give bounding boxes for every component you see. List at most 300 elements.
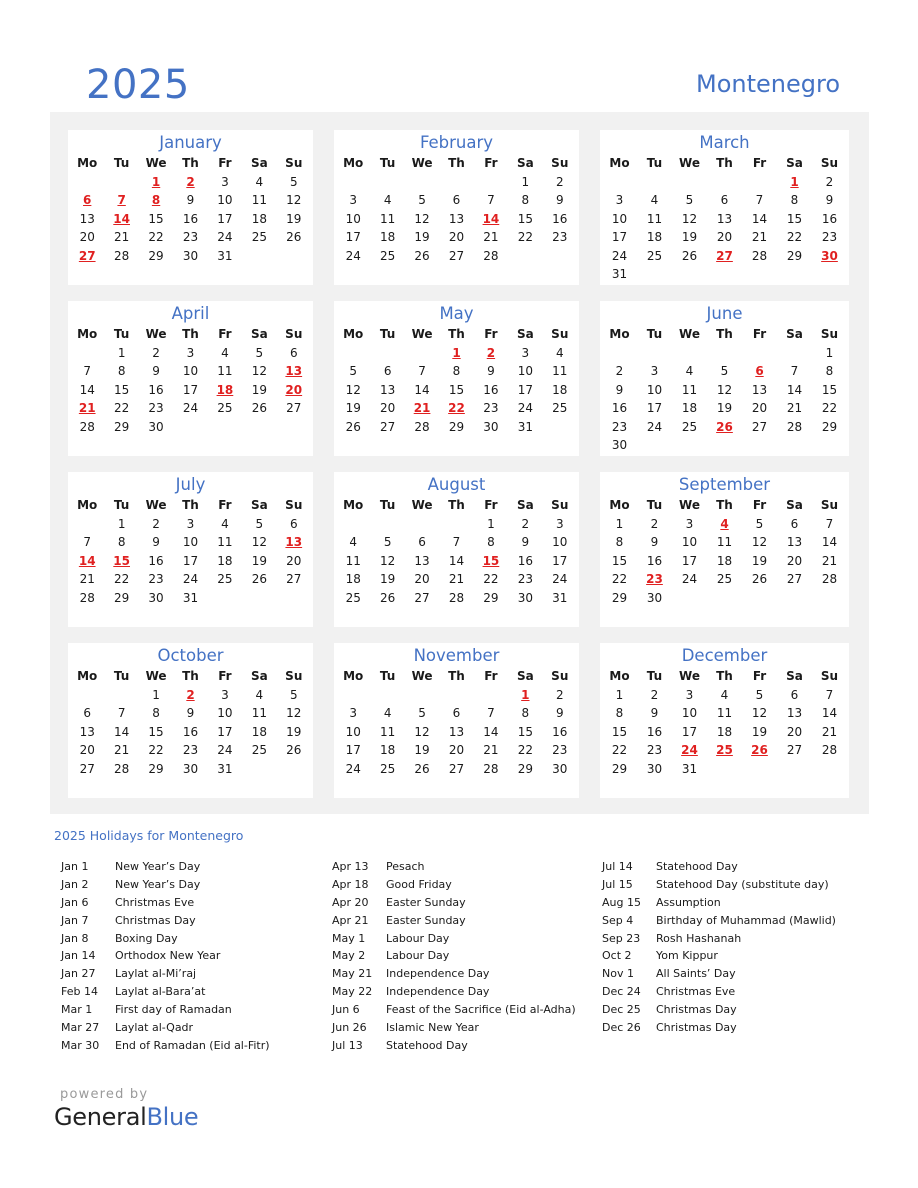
day-cell: 25 (345, 590, 361, 605)
holiday-date: Dec 26 (602, 1021, 641, 1035)
holiday-day-cell: 15 (482, 553, 500, 568)
day-cell: 7 (83, 535, 92, 550)
holiday-day-cell: 23 (646, 572, 663, 587)
day-cell: 28 (821, 743, 838, 758)
day-cell: 17 (217, 724, 233, 739)
day-cell: 9 (521, 535, 530, 550)
day-cell: 28 (113, 248, 130, 263)
day-cell: 25 (379, 761, 396, 776)
generalblue-logo[interactable] (54, 1103, 198, 1131)
weekday-header (70, 495, 311, 515)
day-cell: 29 (611, 590, 628, 605)
empty-cell (370, 344, 404, 362)
holiday-date: Apr 18 (332, 877, 369, 891)
day-cell: 31 (611, 266, 628, 281)
holiday-date: Nov 1 (602, 967, 634, 981)
week-row (336, 570, 577, 588)
day-cell: 20 (786, 724, 803, 739)
day-cell: 12 (414, 211, 430, 226)
holiday-name: First day of Ramadan (115, 1003, 232, 1017)
day-cell: 25 (217, 572, 233, 587)
holiday-day-cell: 4 (720, 517, 729, 531)
week-row (70, 686, 311, 704)
day-cell: 11 (345, 553, 361, 568)
day-cell: 27 (448, 248, 465, 263)
day-cell: 28 (751, 248, 768, 263)
month-name: February (419, 133, 494, 152)
weekday-label: Fr (484, 156, 498, 170)
weekday-label: Th (448, 669, 465, 683)
holiday-list-item (332, 1037, 576, 1055)
empty-cell (543, 418, 577, 436)
month-january (68, 130, 313, 285)
day-cell: 21 (786, 401, 803, 416)
day-cell: 27 (786, 743, 803, 758)
day-cell: 11 (716, 706, 733, 721)
holiday-day-cell: 20 (285, 382, 303, 397)
holiday-name: Independence Day (386, 967, 490, 981)
holiday-day-cell: 14 (482, 211, 500, 226)
day-cell: 29 (448, 419, 465, 434)
holiday-list-item (332, 983, 576, 1001)
weekday-label: Th (716, 327, 733, 341)
week-row (70, 704, 311, 722)
empty-cell (336, 515, 370, 533)
day-cell: 9 (487, 364, 495, 379)
empty-cell (104, 173, 138, 191)
week-row (336, 418, 577, 436)
day-cell: 5 (383, 535, 392, 550)
day-cell: 29 (148, 761, 164, 776)
week-row (602, 515, 847, 533)
day-cell: 25 (251, 743, 267, 758)
empty-cell (777, 265, 812, 283)
day-cell: 14 (79, 382, 95, 397)
day-cell: 5 (685, 193, 694, 208)
week-row (336, 247, 577, 265)
weekday-label: Sa (516, 669, 534, 683)
day-cell: 12 (681, 211, 698, 226)
weekday-label: Tu (379, 156, 396, 170)
empty-cell (70, 344, 104, 362)
day-cell: 24 (552, 572, 568, 587)
weekday-label: Sa (516, 327, 534, 341)
day-cell: 12 (379, 553, 396, 568)
day-cell: 10 (217, 706, 233, 721)
day-cell: 12 (251, 364, 267, 379)
day-cell: 16 (148, 553, 164, 568)
day-cell: 25 (646, 248, 663, 263)
day-cell: 10 (217, 193, 233, 208)
weekday-label: Tu (113, 669, 130, 683)
day-cell: 6 (452, 193, 461, 208)
holiday-list-item (61, 983, 270, 1001)
month-august (334, 472, 579, 627)
day-cell: 2 (555, 175, 564, 189)
holiday-list-item (332, 912, 576, 930)
holiday-date: Sep 4 (602, 913, 634, 927)
weekday-label: Sa (250, 669, 268, 683)
day-cell: 7 (825, 688, 834, 702)
holiday-name: Christmas Day (656, 1003, 737, 1017)
day-cell: 30 (611, 437, 628, 452)
day-cell: 26 (251, 401, 267, 416)
day-cell: 8 (521, 706, 530, 721)
weekday-label: Fr (484, 327, 498, 341)
holiday-name: Christmas Day (115, 913, 196, 927)
week-row (70, 723, 311, 741)
week-row (70, 191, 311, 209)
day-cell: 3 (186, 346, 195, 360)
day-cell: 1 (117, 346, 126, 360)
holiday-list-item (602, 983, 836, 1001)
day-cell: 14 (113, 724, 130, 739)
weekday-label: We (679, 156, 700, 170)
holiday-date: Jan 2 (61, 877, 89, 891)
day-cell: 30 (646, 761, 663, 776)
day-cell: 10 (517, 364, 533, 379)
weekday-label: Mo (343, 498, 364, 512)
holiday-day-cell: 13 (285, 535, 303, 550)
day-cell: 26 (286, 230, 302, 245)
day-cell: 31 (517, 419, 533, 434)
month-name: May (439, 304, 474, 323)
day-cell: 28 (79, 590, 95, 605)
holiday-name: Christmas Eve (115, 895, 195, 909)
day-cell: 15 (148, 724, 164, 739)
day-cell: 23 (646, 743, 663, 758)
empty-cell (707, 173, 742, 191)
weekday-label: We (411, 327, 433, 341)
weekday-label: Fr (752, 669, 767, 683)
day-cell: 24 (517, 401, 533, 416)
brand-part-2: Blue (146, 1103, 199, 1131)
week-row (602, 533, 847, 551)
holiday-date: Jul 14 (602, 860, 633, 873)
weekday-label: Su (551, 156, 569, 170)
holiday-day-cell: 21 (413, 401, 431, 416)
day-cell: 3 (685, 517, 694, 531)
holiday-day-cell: 8 (151, 193, 161, 208)
week-row (336, 741, 577, 759)
empty-cell (277, 760, 311, 778)
day-cell: 23 (821, 230, 838, 245)
day-cell: 22 (517, 230, 533, 245)
week-row (70, 228, 311, 246)
week-row (602, 344, 847, 362)
day-cell: 16 (182, 724, 199, 739)
week-row (602, 265, 847, 283)
day-cell: 30 (148, 590, 164, 605)
weekday-label: Th (448, 156, 465, 170)
day-cell: 8 (452, 364, 461, 379)
day-cell: 23 (517, 572, 533, 587)
day-cell: 22 (786, 230, 803, 245)
holiday-name: Laylat al-Mi’raj (115, 967, 197, 981)
empty-cell (637, 344, 672, 362)
empty-cell (336, 344, 370, 362)
day-cell: 3 (349, 706, 358, 721)
holiday-list-item (332, 965, 576, 983)
day-cell: 25 (217, 401, 233, 416)
day-cell: 22 (821, 401, 838, 416)
holiday-list-item (332, 1019, 576, 1037)
day-cell: 12 (286, 706, 302, 721)
empty-cell (672, 173, 707, 191)
day-cell: 20 (379, 401, 396, 416)
month-grid (68, 130, 850, 796)
empty-cell (637, 265, 672, 283)
day-cell: 12 (751, 535, 768, 550)
holiday-name: Good Friday (386, 877, 452, 891)
day-cell: 3 (221, 688, 229, 702)
day-cell: 4 (685, 364, 694, 379)
day-cell: 7 (418, 364, 426, 379)
empty-cell (742, 265, 777, 283)
day-cell: 20 (448, 230, 465, 245)
day-cell: 31 (552, 590, 568, 605)
month-name: September (678, 475, 771, 494)
weekday-label: Sa (786, 498, 803, 512)
day-cell: 25 (552, 401, 568, 416)
week-row (602, 760, 847, 778)
day-cell: 1 (152, 688, 160, 702)
empty-cell (439, 173, 473, 191)
day-cell: 4 (255, 688, 264, 702)
week-row (602, 436, 847, 454)
month-may (334, 301, 579, 456)
holiday-date: Jan 14 (61, 949, 96, 963)
day-cell: 1 (615, 517, 624, 531)
empty-cell (474, 686, 508, 704)
day-cell: 26 (681, 248, 698, 263)
holiday-column-1 (61, 858, 270, 1055)
weekday-header (70, 324, 311, 344)
day-cell: 1 (825, 346, 834, 360)
day-cell: 14 (414, 382, 430, 397)
day-cell: 6 (289, 346, 298, 360)
week-row (336, 399, 577, 417)
empty-cell (777, 760, 812, 778)
day-cell: 12 (345, 382, 361, 397)
weekday-label: Th (182, 498, 199, 512)
holiday-day-cell: 25 (716, 743, 733, 758)
day-cell: 23 (483, 401, 499, 416)
holiday-day-cell: 14 (78, 553, 96, 568)
day-cell: 26 (751, 572, 768, 587)
week-row (70, 210, 311, 228)
holiday-list-item (61, 858, 270, 876)
day-cell: 4 (255, 175, 264, 189)
day-cell: 26 (251, 572, 267, 587)
day-cell: 17 (217, 211, 233, 226)
day-cell: 17 (646, 401, 663, 416)
day-cell: 16 (148, 382, 164, 397)
day-cell: 27 (448, 761, 465, 776)
day-cell: 13 (448, 724, 465, 739)
day-cell: 26 (414, 761, 430, 776)
empty-cell (672, 344, 707, 362)
week-row (70, 515, 311, 533)
empty-cell (405, 173, 439, 191)
day-cell: 9 (152, 535, 160, 550)
day-cell: 8 (152, 706, 160, 721)
empty-cell (742, 173, 777, 191)
weekday-label: Sa (786, 327, 803, 341)
day-cell: 17 (182, 382, 199, 397)
day-cell: 6 (790, 517, 799, 531)
day-cell: 8 (487, 535, 495, 550)
holidays-title: 2025 Holidays for Montenegro (54, 828, 244, 843)
day-cell: 27 (286, 401, 302, 416)
holiday-date: Mar 30 (61, 1038, 100, 1052)
day-cell: 20 (448, 743, 465, 758)
holiday-name: Assumption (656, 895, 721, 909)
day-cell: 4 (349, 535, 358, 550)
holiday-name: Orthodox New Year (115, 949, 221, 963)
holiday-list-item (332, 858, 576, 876)
day-cell: 31 (681, 761, 698, 776)
holiday-day-cell: 22 (448, 401, 465, 416)
holiday-day-cell: 6 (755, 364, 764, 379)
month-name: March (699, 133, 750, 152)
day-cell: 2 (152, 346, 160, 360)
day-cell: 17 (345, 743, 361, 758)
day-cell: 10 (552, 535, 568, 550)
week-row (336, 344, 577, 362)
holiday-list-item (332, 1001, 576, 1019)
weekday-label: Mo (77, 498, 98, 512)
month-name: November (413, 646, 500, 665)
weekday-label: Tu (646, 156, 663, 170)
weekday-label: We (145, 156, 167, 170)
week-row (70, 533, 311, 551)
holiday-day-cell: 1 (790, 175, 799, 189)
day-cell: 10 (345, 724, 361, 739)
weekday-label: Tu (379, 498, 396, 512)
weekday-label: Su (820, 498, 839, 512)
month-name: August (427, 475, 486, 494)
empty-cell (336, 173, 370, 191)
weekday-header (602, 495, 847, 515)
day-cell: 5 (289, 175, 298, 189)
day-cell: 16 (552, 211, 568, 226)
weekday-label: Mo (343, 156, 364, 170)
weekday-label: Su (285, 498, 303, 512)
empty-cell (70, 173, 104, 191)
empty-cell (508, 247, 542, 265)
month-name: October (157, 646, 224, 665)
empty-cell (777, 436, 812, 454)
weekday-label: We (411, 156, 433, 170)
day-cell: 11 (716, 535, 733, 550)
day-cell: 27 (79, 761, 95, 776)
day-cell: 8 (521, 193, 530, 208)
day-cell: 19 (751, 724, 768, 739)
holiday-list-item (602, 965, 836, 983)
day-cell: 13 (448, 211, 465, 226)
holiday-name: Independence Day (386, 985, 490, 999)
day-cell: 15 (786, 211, 803, 226)
day-cell: 13 (79, 211, 95, 226)
holiday-list-item (602, 876, 836, 894)
holiday-day-cell: 2 (186, 688, 195, 702)
day-cell: 17 (517, 382, 533, 397)
day-cell: 2 (521, 517, 530, 531)
weekday-label: Mo (77, 327, 98, 341)
empty-cell (777, 589, 812, 607)
day-cell: 12 (716, 382, 733, 397)
holiday-date: Mar 1 (61, 1003, 93, 1017)
weekday-label: Su (551, 498, 569, 512)
week-row (70, 362, 311, 380)
holiday-list-item (61, 1001, 270, 1019)
day-cell: 10 (182, 364, 199, 379)
day-cell: 15 (821, 382, 838, 397)
day-cell: 11 (646, 211, 663, 226)
day-cell: 13 (379, 382, 396, 397)
day-cell: 15 (611, 724, 628, 739)
holiday-name: Labour Day (386, 931, 450, 945)
weekday-label: Tu (113, 498, 130, 512)
day-cell: 31 (217, 248, 233, 263)
day-cell: 23 (182, 230, 199, 245)
day-cell: 16 (611, 401, 628, 416)
holiday-date: Jul 15 (602, 877, 633, 891)
empty-cell (543, 247, 577, 265)
day-cell: 18 (379, 230, 396, 245)
day-cell: 13 (414, 553, 430, 568)
weekday-label: Mo (609, 156, 630, 170)
day-cell: 21 (448, 572, 465, 587)
holiday-name: End of Ramadan (Eid al-Fitr) (115, 1038, 270, 1052)
weekday-label: Sa (250, 156, 268, 170)
holiday-name: Christmas Eve (656, 985, 736, 999)
week-row (336, 723, 577, 741)
day-cell: 30 (182, 248, 199, 263)
empty-cell (242, 589, 276, 607)
weekday-label: Su (551, 669, 569, 683)
holiday-date: Aug 15 (602, 895, 641, 909)
day-cell: 12 (751, 706, 768, 721)
holiday-day-cell: 7 (117, 193, 126, 208)
weekday-label: Tu (113, 156, 130, 170)
holiday-date: Apr 13 (332, 860, 369, 873)
day-cell: 26 (345, 419, 361, 434)
empty-cell (707, 589, 742, 607)
week-row (336, 210, 577, 228)
day-cell: 24 (217, 230, 233, 245)
day-cell: 26 (414, 248, 430, 263)
holiday-list-item (602, 1019, 836, 1037)
holiday-list-item (602, 947, 836, 965)
empty-cell (602, 344, 637, 362)
day-cell: 17 (552, 553, 568, 568)
day-cell: 29 (517, 761, 533, 776)
weekday-label: We (679, 498, 700, 512)
weekday-label: Sa (786, 669, 803, 683)
holiday-list-item (61, 912, 270, 930)
week-row (336, 760, 577, 778)
weekday-label: Su (285, 669, 303, 683)
day-cell: 30 (148, 419, 164, 434)
day-cell: 23 (552, 743, 568, 758)
holiday-name: Boxing Day (115, 931, 178, 945)
week-row (602, 247, 847, 265)
empty-cell (742, 344, 777, 362)
holiday-day-cell: 26 (716, 419, 733, 434)
day-cell: 23 (182, 743, 199, 758)
